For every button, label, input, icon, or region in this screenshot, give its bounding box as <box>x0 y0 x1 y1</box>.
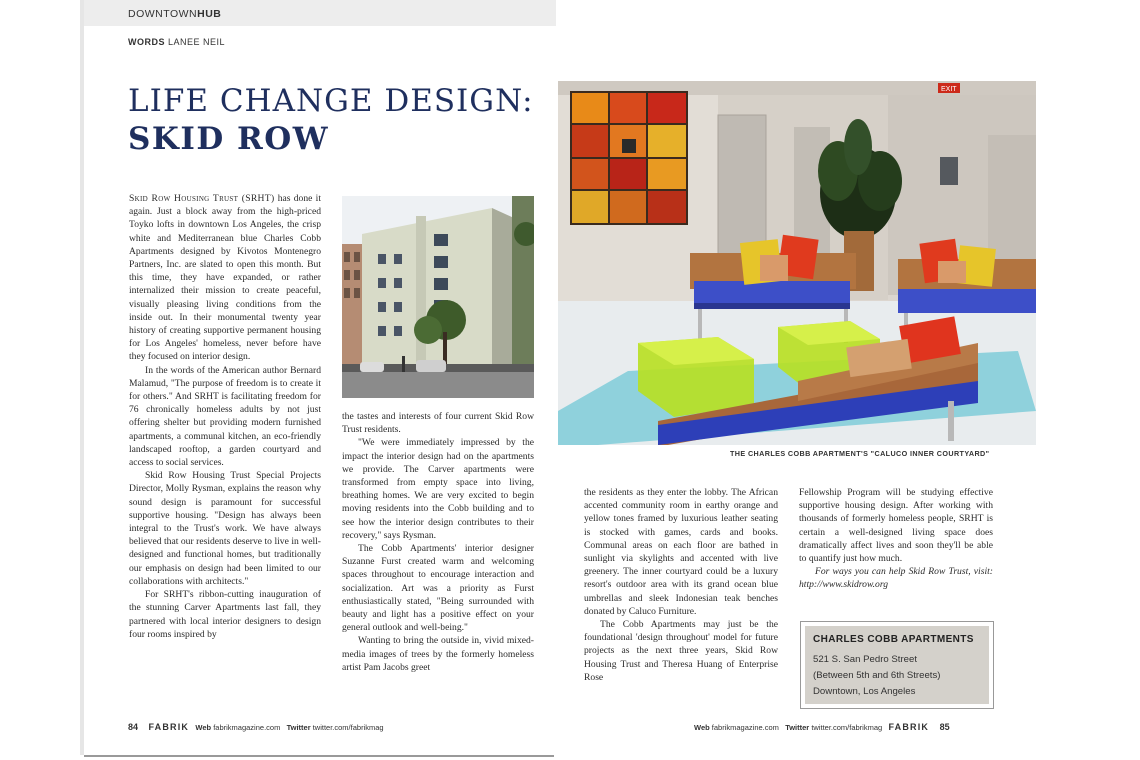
section-tag-bold: HUB <box>197 8 222 20</box>
photo-caption: THE CHARLES COBB APARTMENT'S "CALUCO INNER COURTYARD" <box>730 449 990 458</box>
web-label-right: Web <box>694 723 710 732</box>
article-paragraph-4: For SRHT's ribbon-cutting inauguration of the stunning Carver Apartments last fall, they partnered with local interior designers to design four rooms inspired by <box>129 589 321 640</box>
article-column-2 <box>342 410 534 674</box>
web-url-right[interactable]: fabrikmagazine.com <box>711 723 779 732</box>
brand-right: FABRIK <box>888 722 930 732</box>
page-number-right: 85 <box>939 722 950 732</box>
web-label-left: Web <box>195 723 212 732</box>
headline-line-2: SKID ROW <box>128 121 330 157</box>
twitter-url-left[interactable]: twitter.com/fabrikmag <box>312 723 384 732</box>
twitter-label-right: Twitter <box>785 723 810 732</box>
twitter-label-left: Twitter <box>286 723 311 732</box>
article-column-1 <box>129 192 321 641</box>
address-box <box>800 621 994 709</box>
article-paragraph-8: Wanting to bring the outside in, vivid mixed-media images of trees by the formerly homeless artist Pam Jacobs greet <box>342 635 534 673</box>
article-column-3 <box>584 486 778 684</box>
section-tag <box>128 8 221 20</box>
address-line-2: (Between 5th and 6th Streets) <box>813 670 941 681</box>
article-paragraph-5: the tastes and interests of four current Skid Row Trust residents. <box>342 411 534 436</box>
footer-right <box>694 722 950 732</box>
brand-left: FABRIK <box>148 722 190 732</box>
page-edge-shadow <box>80 0 84 755</box>
byline-label: WORDS <box>128 37 165 47</box>
headline <box>128 82 548 158</box>
footer-left <box>128 722 384 732</box>
building-illustration <box>342 196 534 398</box>
courtyard-illustration <box>558 81 1036 445</box>
byline <box>128 37 225 47</box>
courtyard-photo <box>558 81 1036 445</box>
twitter-url-right[interactable]: twitter.com/fabrikmag <box>811 723 883 732</box>
article-paragraph-6: "We were immediately impressed by the impact the interior design had on the apartments we provide. The Carver apartments were transformed from empty space into living, breathing homes. We are very excited to begin moving residents into the Cobb building and to see how the interior design contributes to their recovery," says Rysman. <box>342 437 534 541</box>
article-paragraph-12: For ways you can help Skid Row Trust, visit: http://www.skidrow.org <box>799 566 993 591</box>
address-line-3: Downtown, Los Angeles <box>813 686 916 697</box>
page-bottom-rule <box>84 755 554 757</box>
address-box-title: CHARLES COBB APARTMENTS <box>813 634 974 645</box>
article-paragraph-11: Fellowship Program will be studying effective supportive housing design. After working with thousands of formerly homeless people, SRHT is certain a well-designed living space does dramatically affect lives and soon they'll be able to quantify just how much. <box>799 487 993 565</box>
article-paragraph-1 <box>129 192 321 364</box>
wall-artwork <box>570 91 688 225</box>
section-tag-light: DOWNTOWN <box>128 8 198 20</box>
address-box-inner <box>805 626 989 704</box>
web-url-left[interactable]: fabrikmagazine.com <box>213 723 281 732</box>
article-column-4 <box>799 486 993 592</box>
article-paragraph-9: the residents as they enter the lobby. The African accented community room in earthy orange and yellow tones framed by luxurious leather seating is stocked with games, cards and books. Communal areas on each floor are bathed in sunlight via skylights and accented with live greenery. The inner courtyard could be a luxury resort's outdoor area with its grand ocean blue umbrellas and sleek Indonesian teak benches donated by Caluco Furniture. <box>584 487 778 617</box>
address-line-1: 521 S. San Pedro Street <box>813 654 917 665</box>
article-paragraph-3: Skid Row Housing Trust Special Projects Director, Molly Rysman, explains the reason why sound design is paramount for successful supportive housing. "Design has always been integral to the Trust's work. We have always believed that our residents deserve to live in well-designed and functional homes, but traditionally our emphasis on design had been limited to our collaborations with architects." <box>129 470 321 587</box>
paragraph-1-text: has done it again. Just a block away from the high-priced Toyko lofts in downtown Los Angeles, the crisp white and Mediterranean blue Charles Cobb Apartments designed by Kivotos Montenegro Partners, Inc. are slated to open this month. But this time, they have expanded, or rather internalized their mission to create peaceful, visually pleasing living conditions from the inside out. In their monumental twenty year history of creating supportive permanent housing for Los Angeles' homeless, never before have they focused on interior design. <box>129 193 321 363</box>
article-paragraph-7: The Cobb Apartments' interior designer Suzanne Furst created warm and welcoming spaces throughout to encourage interaction and socialization. Art was a priority as Furst enthusiastically stated, "Being surrounded with beauty and light has a positive effect on your general outlook and well-being." <box>342 543 534 634</box>
article-paragraph-10: The Cobb Apartments may just be the foundational 'design throughout' model for future projects as the next three years, Skid Row Housing Trust and Theresa Huang of Enterprise Rose <box>584 619 778 683</box>
article-paragraph-2: In the words of the American author Bernard Malamud, "The purpose of freedom is to create it for others." And SRHT is facilitating freedom for 76 chronically homeless adults by not just offering shelter but providing modern furnished apartments, a communal kitchen, an eco-friendly landscaped rooftop, a garden courtyard and access to social services. <box>129 364 321 469</box>
lead-caps: Skid Row Housing Trust (SRHT) <box>129 193 275 204</box>
page-number-left: 84 <box>128 722 139 732</box>
headline-line-1: LIFE CHANGE DESIGN: <box>128 83 534 119</box>
building-photo <box>342 196 534 398</box>
byline-name: LANEE NEIL <box>168 37 226 47</box>
exit-sign-text: EXIT <box>941 86 957 93</box>
